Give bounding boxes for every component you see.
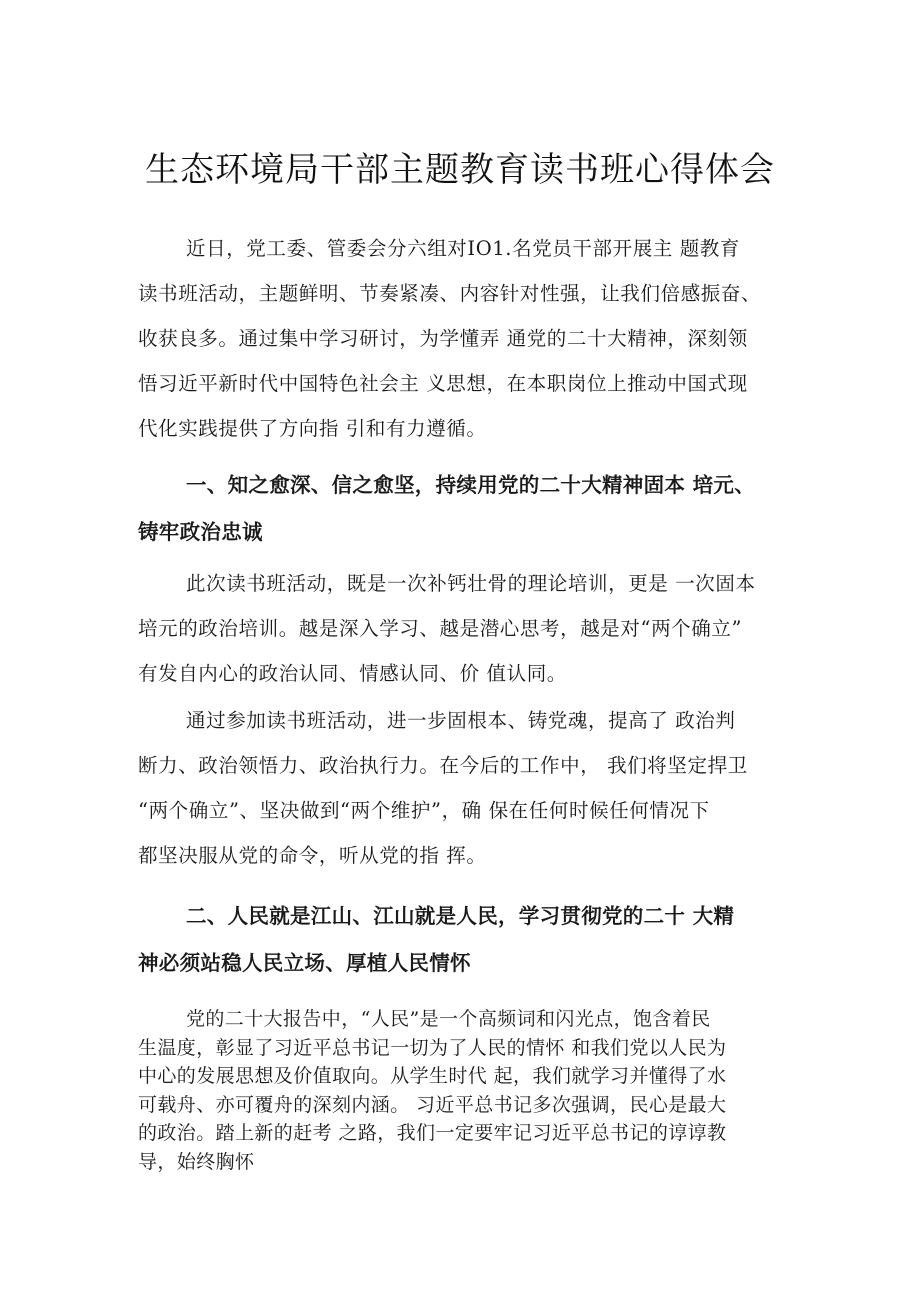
section1-paragraph-2 (138, 698, 798, 878)
paragraph-line: 导，始终胸怀 (138, 1150, 255, 1173)
paragraph-line: 近日，党工委、管委会分六组对IO1.名党员干部开展主 题教育 (186, 237, 740, 260)
paragraph-line: “两个确立”、坚决做到“两个维护”，确 保在任何时候任何情况下 (138, 799, 710, 822)
paragraph-line: 都坚决服从党的命令，听从党的指 挥。 (138, 844, 487, 867)
paragraph-line: 培元的政治培训。越是深入学习、越是潜心思考，越是对“两个确立” (138, 617, 743, 640)
paragraph-line: 代化实践提供了方向指 引和有力遵循。 (138, 417, 487, 440)
paragraph-line: 此次读书班活动，既是一次补钙壮骨的理论培训，更是 一次固本 (186, 572, 756, 595)
paragraph-line: 悟习近平新时代中国特色社会主 义思想，在本职岗位上推动中国式现 (138, 372, 748, 395)
paragraph-line: 有发自内心的政治认同、情感认同、价 值认同。 (138, 662, 567, 685)
paragraph-line: 党的二十大报告中，“人民”是一个高频词和闪光点，饱含着民 (186, 1008, 711, 1030)
paragraph-line: 生温度，彰显了习近平总书记一切为了人民的情怀 和我们党以人民为 (138, 1036, 727, 1059)
section1-paragraph-1 (138, 561, 798, 696)
section-heading-2 (138, 893, 798, 987)
paragraph-line: 通过参加读书班活动，进一步固根本、铸党魂，提高了 政治判 (186, 709, 736, 732)
heading-line: 铸牢政治忠诚 (138, 520, 263, 544)
paragraph-line: 断力、政治领悟力、政治执行力。在今后的工作中， 我们将坚定捍卫 (138, 754, 748, 777)
paragraph-line: 的政治。踏上新的赶考 之路，我们一定要牢记习近平总书记的谆谆教 (138, 1122, 727, 1144)
heading-line: 一、知之愈深、信之愈坚，持续用党的二十大精神固本 培元、 (186, 473, 756, 497)
paragraph-line: 读书班活动，主题鲜明、节奏紧凑、内容针对性强，让我们倍感振奋、 (138, 282, 762, 305)
paragraph-line: 可载舟、亦可覆舟的深刻内涵。 习近平总书记多次强调，民心是最大 (138, 1093, 727, 1116)
heading-line: 二、人民就是江山、江山就是人民，学习贯彻党的二十 大精 (186, 904, 735, 928)
section2-paragraph-1 (138, 1005, 798, 1176)
intro-paragraph (138, 226, 798, 451)
heading-line: 神必须站稳人民立场、厚植人民情怀 (138, 951, 471, 975)
paragraph-line: 收获良多。通过集中学习研讨，为学懂弄 通党的二十大精神，深刻领 (138, 327, 748, 350)
section-heading-1 (138, 462, 798, 556)
paragraph-line: 中心的发展思想及价值取向。从学生时代 起，我们就学习并懂得了水 (138, 1065, 727, 1087)
document-title: 生态环境局干部主题教育读书班心得体会 (145, 150, 775, 190)
